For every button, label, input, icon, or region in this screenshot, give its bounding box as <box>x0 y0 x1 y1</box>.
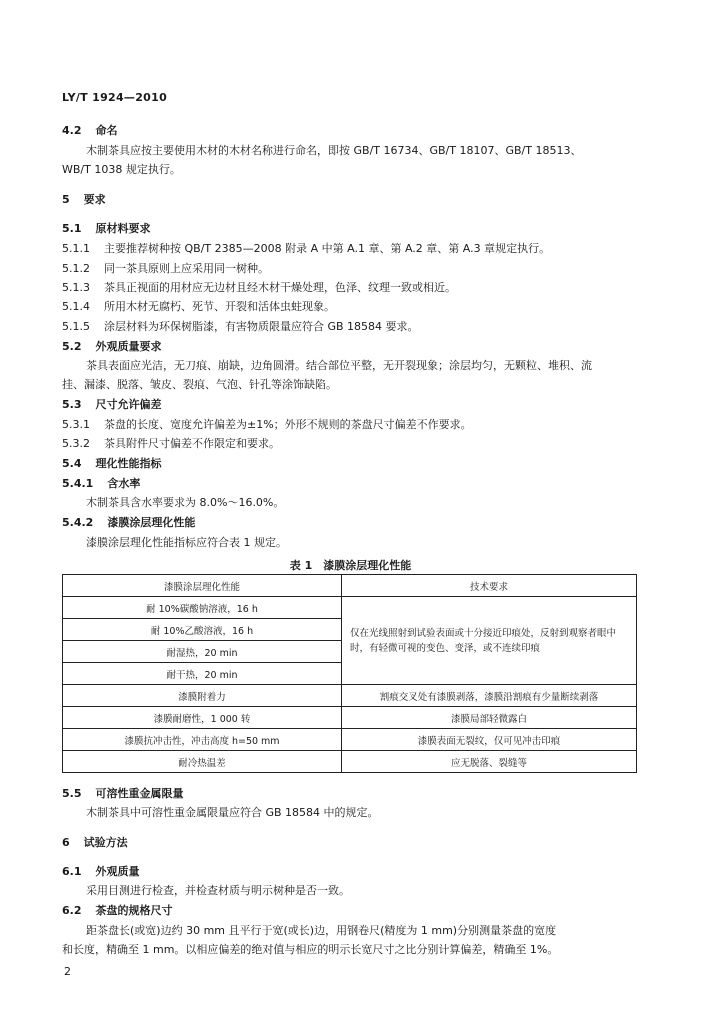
section-number: 6.1 <box>62 865 82 878</box>
paragraph-line: 和长度，精确至 1 mm。以相应偏差的绝对值与相应的明示长宽尺寸之比分别计算偏差，精确至 1%。 <box>62 943 559 956</box>
table-row <box>63 707 637 729</box>
section-5-4-heading <box>62 457 162 471</box>
section-5-1-heading <box>62 222 151 236</box>
section-number: 5.2 <box>62 340 82 353</box>
section-title: 命名 <box>95 124 118 137</box>
section-number: 5 <box>62 193 70 206</box>
clause-number: 5.1.4 <box>62 300 90 313</box>
clause-text: 涂层材料为环保树脂漆，有害物质限量应符合 GB 18584 要求。 <box>104 320 419 333</box>
paragraph-line: WB/T 1038 规定执行。 <box>62 163 181 176</box>
clause-text: 所用木材无腐朽、死节、开裂和活体虫蛀现象。 <box>104 300 335 313</box>
table-header-row <box>63 575 637 597</box>
section-number: 4.2 <box>62 124 82 137</box>
clause-5-1-5 <box>62 320 419 334</box>
section-number: 5.1 <box>62 222 82 235</box>
clause-text: 茶具正视面的用材应无边材且经木材干燥处理，色泽、纹理一致或相近。 <box>104 281 456 294</box>
clause-5-3-1 <box>62 418 472 432</box>
standard-code: LY/T 1924—2010 <box>62 91 168 104</box>
paragraph-line: 采用目测进行检查，并检查材质与明示树种是否一致。 <box>86 884 350 897</box>
table-cell: 应无脱落、裂缝等 <box>342 751 637 773</box>
section-4-2-heading <box>62 124 118 138</box>
section-5-4-2-heading <box>62 516 195 530</box>
section-6-heading <box>62 836 128 850</box>
table-cell: 耐干热，20 min <box>63 663 342 685</box>
clause-5-1-4 <box>62 300 335 314</box>
table-cell: 漆膜耐磨性，1 000 转 <box>63 707 342 729</box>
section-title: 含水率 <box>107 477 141 490</box>
section-number: 5.3 <box>62 398 82 411</box>
section-title: 理化性能指标 <box>95 457 162 470</box>
table-row <box>63 597 637 619</box>
section-5-heading <box>62 193 106 207</box>
section-title: 尺寸允许偏差 <box>95 398 162 411</box>
table-cell: 漆膜表面无裂纹，仅可见冲击印痕 <box>342 729 637 751</box>
paragraph-line: 漆膜涂层理化性能指标应符合表 1 规定。 <box>86 536 287 549</box>
clause-number: 5.3.1 <box>62 418 90 431</box>
section-title: 要求 <box>83 193 106 206</box>
clause-5-1-2 <box>62 262 269 276</box>
paragraph-line: 距茶盘长(或宽)边约 30 mm 且平行于宽(或长)边，用钢卷尺(精度为 1 mm)分别测量茶盘的宽度 <box>86 924 557 937</box>
page-number: 2 <box>64 965 71 978</box>
section-5-5-heading <box>62 787 184 801</box>
table-cell: 耐 10%碳酸钠溶液，16 h <box>63 597 342 619</box>
section-number: 6 <box>62 836 70 849</box>
table-cell-merged: 仅在光线照射到试验表面或十分接近印痕处，反射到观察者眼中时，有轻微可视的变色、变泽，或不连续印痕 <box>342 597 637 685</box>
section-5-2-heading <box>62 340 162 354</box>
table-cell: 漆膜局部轻微露白 <box>342 707 637 729</box>
section-title: 茶盘的规格尺寸 <box>95 904 173 917</box>
clause-number: 5.1.3 <box>62 281 90 294</box>
clause-text: 主要推荐树种按 QB/T 2385—2008 附录 A 中第 A.1 章、第 A.2 章、第 A.3 章规定执行。 <box>104 242 551 255</box>
section-title: 原材料要求 <box>95 222 151 235</box>
clause-5-3-2 <box>62 437 280 451</box>
table-row <box>63 685 637 707</box>
section-6-2-heading <box>62 904 173 918</box>
paragraph-line: 木制茶具中可溶性重金属限量应符合 GB 18584 中的规定。 <box>86 806 379 819</box>
properties-table <box>62 574 637 773</box>
paragraph-line: 挂、漏漆、脱落、皱皮、裂痕、气泡、针孔等涂饰缺陷。 <box>62 378 337 391</box>
section-number: 5.4 <box>62 457 82 470</box>
section-5-4-1-heading <box>62 477 140 491</box>
table-cell: 漆膜抗冲击性，冲击高度 h=50 mm <box>63 729 342 751</box>
clause-number: 5.1.1 <box>62 242 90 255</box>
table-header-cell: 漆膜涂层理化性能 <box>63 575 342 597</box>
table-caption: 表 1 漆膜涂层理化性能 <box>289 559 412 572</box>
section-number: 5.5 <box>62 787 82 800</box>
section-title: 可溶性重金属限量 <box>95 787 184 800</box>
paragraph-line: 木制茶具含水率要求为 8.0%～16.0%。 <box>86 496 285 509</box>
section-number: 6.2 <box>62 904 82 917</box>
table-cell: 耐湿热，20 min <box>63 641 342 663</box>
table-cell: 耐 10%乙酸溶液，16 h <box>63 619 342 641</box>
clause-number: 5.3.2 <box>62 437 90 450</box>
section-title: 试验方法 <box>83 836 128 849</box>
section-title: 外观质量要求 <box>95 340 162 353</box>
table-header-cell: 技术要求 <box>342 575 637 597</box>
clause-text: 茶具附件尺寸偏差不作限定和要求。 <box>104 437 280 450</box>
section-6-1-heading <box>62 865 140 879</box>
clause-number: 5.1.2 <box>62 262 90 275</box>
clause-text: 同一茶具原则上应采用同一树种。 <box>104 262 269 275</box>
section-title: 外观质量 <box>95 865 140 878</box>
table-cell: 耐冷热温差 <box>63 751 342 773</box>
clause-text: 茶盘的长度、宽度允许偏差为±1%；外形不规则的茶盘尺寸偏差不作要求。 <box>104 418 472 431</box>
clause-number: 5.1.5 <box>62 320 90 333</box>
section-title: 漆膜涂层理化性能 <box>107 516 196 529</box>
clause-5-1-3 <box>62 281 456 295</box>
section-5-3-heading <box>62 398 162 412</box>
section-number: 5.4.2 <box>62 516 94 529</box>
table-row <box>63 751 637 773</box>
paragraph-line: 木制茶具应按主要使用木材的木材名称进行命名，即按 GB/T 16734、GB/T 18107、GB/T 18513、 <box>86 144 582 157</box>
table-row <box>63 729 637 751</box>
clause-5-1-1 <box>62 242 550 256</box>
table-cell: 割痕交叉处有漆膜剥落，漆膜沿割痕有少量断续剥落 <box>342 685 637 707</box>
table-cell: 漆膜附着力 <box>63 685 342 707</box>
paragraph-line: 茶具表面应光洁，无刀痕、崩缺，边角圆滑。结合部位平整，无开裂现象；涂层均匀，无颗粒、堆积、流 <box>86 359 592 372</box>
section-number: 5.4.1 <box>62 477 94 490</box>
